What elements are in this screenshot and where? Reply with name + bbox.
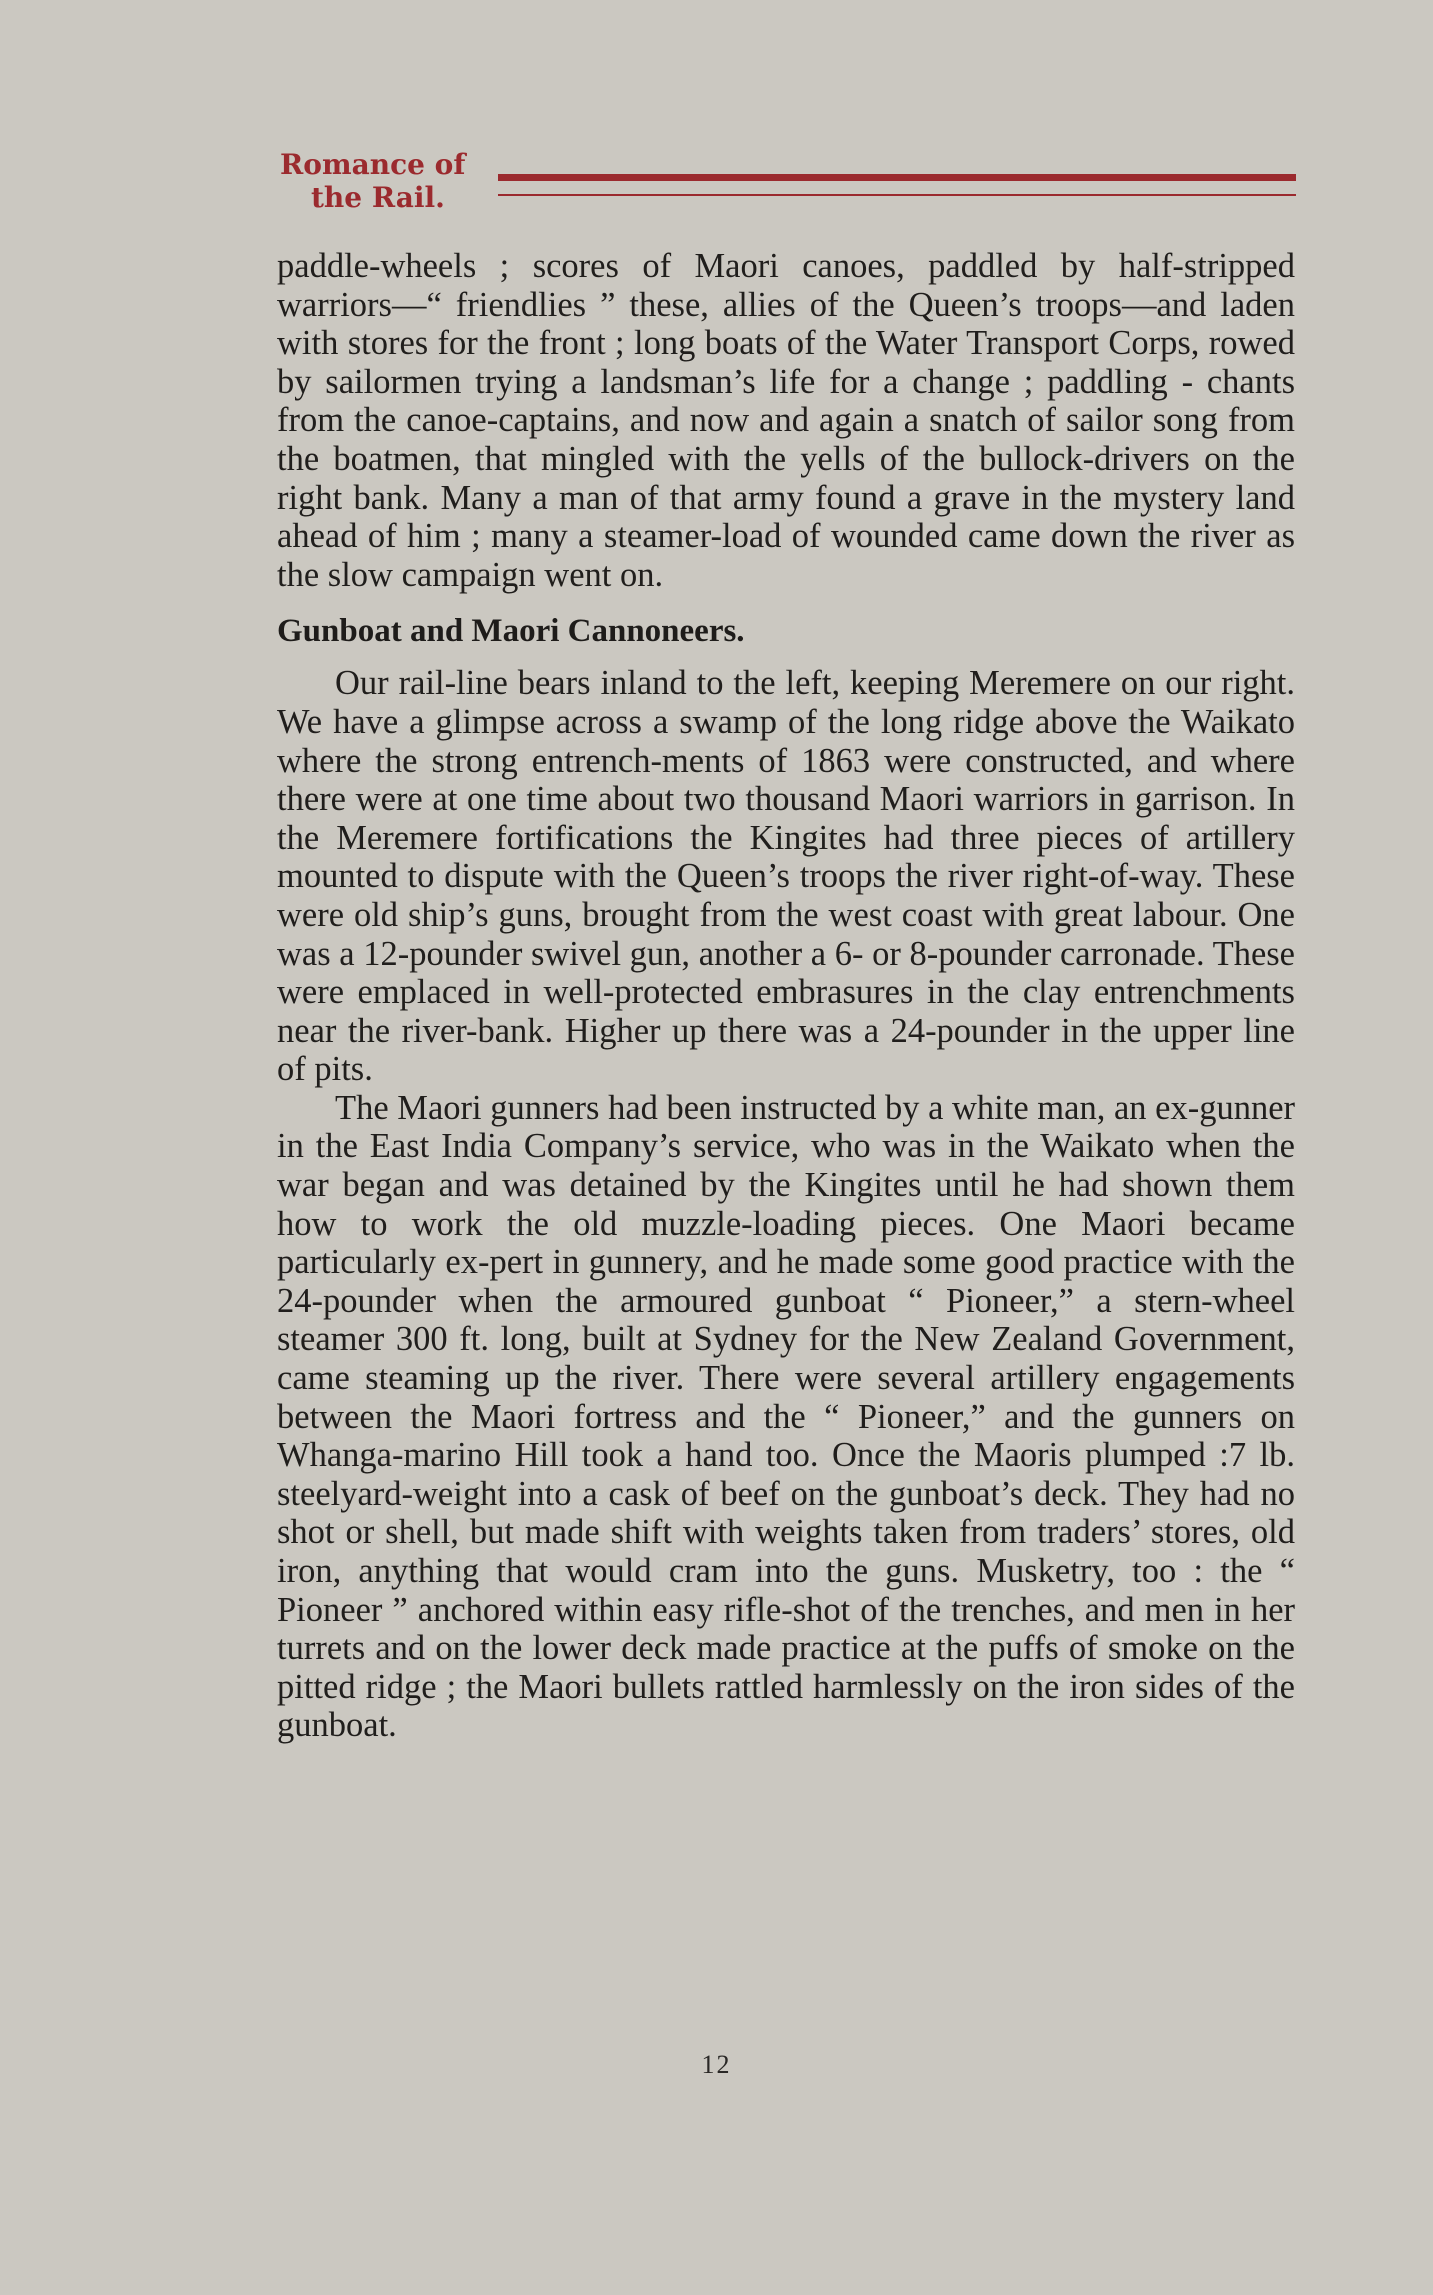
paragraph-meremere: Our rail-line bears inland to the left, keeping Meremere on our right. We have a glimpse across a swamp of the long ridge above the Waikato where the strong entrench-ments of 1863 were constructed, and where there were at one time about two thousand Maori warriors in garrison. In the Meremere fortifications the Kingites had three pieces of artillery mounted to dispute with the Queen’s troops the river right-of-way. These were old ship’s guns, brought from the west coast with great labour. One was a 12-pounder swivel gun, another a 6- or 8-pounder carronade. These were emplaced in well-protected embrasures in the clay entrenchments near the river-bank. Higher up there was a 24-pounder in the upper line of pits. xyxy=(277,664,1295,1089)
body-text xyxy=(277,247,1295,1745)
running-header-line-1: Romance of xyxy=(280,148,466,181)
paragraph-maori-gunners: The Maori gunners had been instructed by a white man, an ex-gunner in the East India Company’s service, who was in the Waikato when the war began and was detained by the Kingites until he had shown them how to work the old muzzle-loading pieces. One Maori became particularly ex-pert in gunnery, and he made some good practice with the 24-pounder when the armoured gunboat “ Pioneer,” a stern-wheel steamer 300 ft. long, built at Sydney for the New Zealand Government, came steaming up the river. There were several artillery engagements between the Maori fortress and the “ Pioneer,” and the gunners on Whanga-marino Hill took a hand too. Once the Maoris plumped :7 lb. steelyard-weight into a cask of beef on the gunboat’s deck. They had no shot or shell, but made shift with weights taken from traders’ stores, old iron, anything that would cram into the guns. Musketry, too : the “ Pioneer ” anchored within easy rifle-shot of the trenches, and men in her turrets and on the lower deck made practice at the puffs of smoke on the pitted ridge ; the Maori bullets rattled harmlessly on the iron sides of the gunboat. xyxy=(277,1088,1295,1745)
page-number: 12 xyxy=(701,2050,732,2079)
header-rule-thin xyxy=(498,194,1296,196)
running-header xyxy=(280,148,465,214)
section-heading: Gunboat and Maori Cannoneers. xyxy=(277,613,745,650)
paragraph-continued: paddle-wheels ; scores of Maori canoes, paddled by half-stripped warriors—“ friendlies ” these, allies of the Queen’s troops—and laden with stores for the front ; long boats of the Water Transport Corps, rowed by sailormen trying a landsman’s life for a change ; paddling - chants from the canoe-captains, and now and again a snatch of sailor song from the boatmen, that mingled with the yells of the bullock-drivers on the right bank. Many a man of that army found a grave in the mystery land ahead of him ; many a steamer-load of wounded came down the river as the slow campaign went on. xyxy=(277,247,1295,594)
header-rule-thick xyxy=(498,174,1296,181)
running-header-line-2: the Rail. xyxy=(311,181,445,214)
